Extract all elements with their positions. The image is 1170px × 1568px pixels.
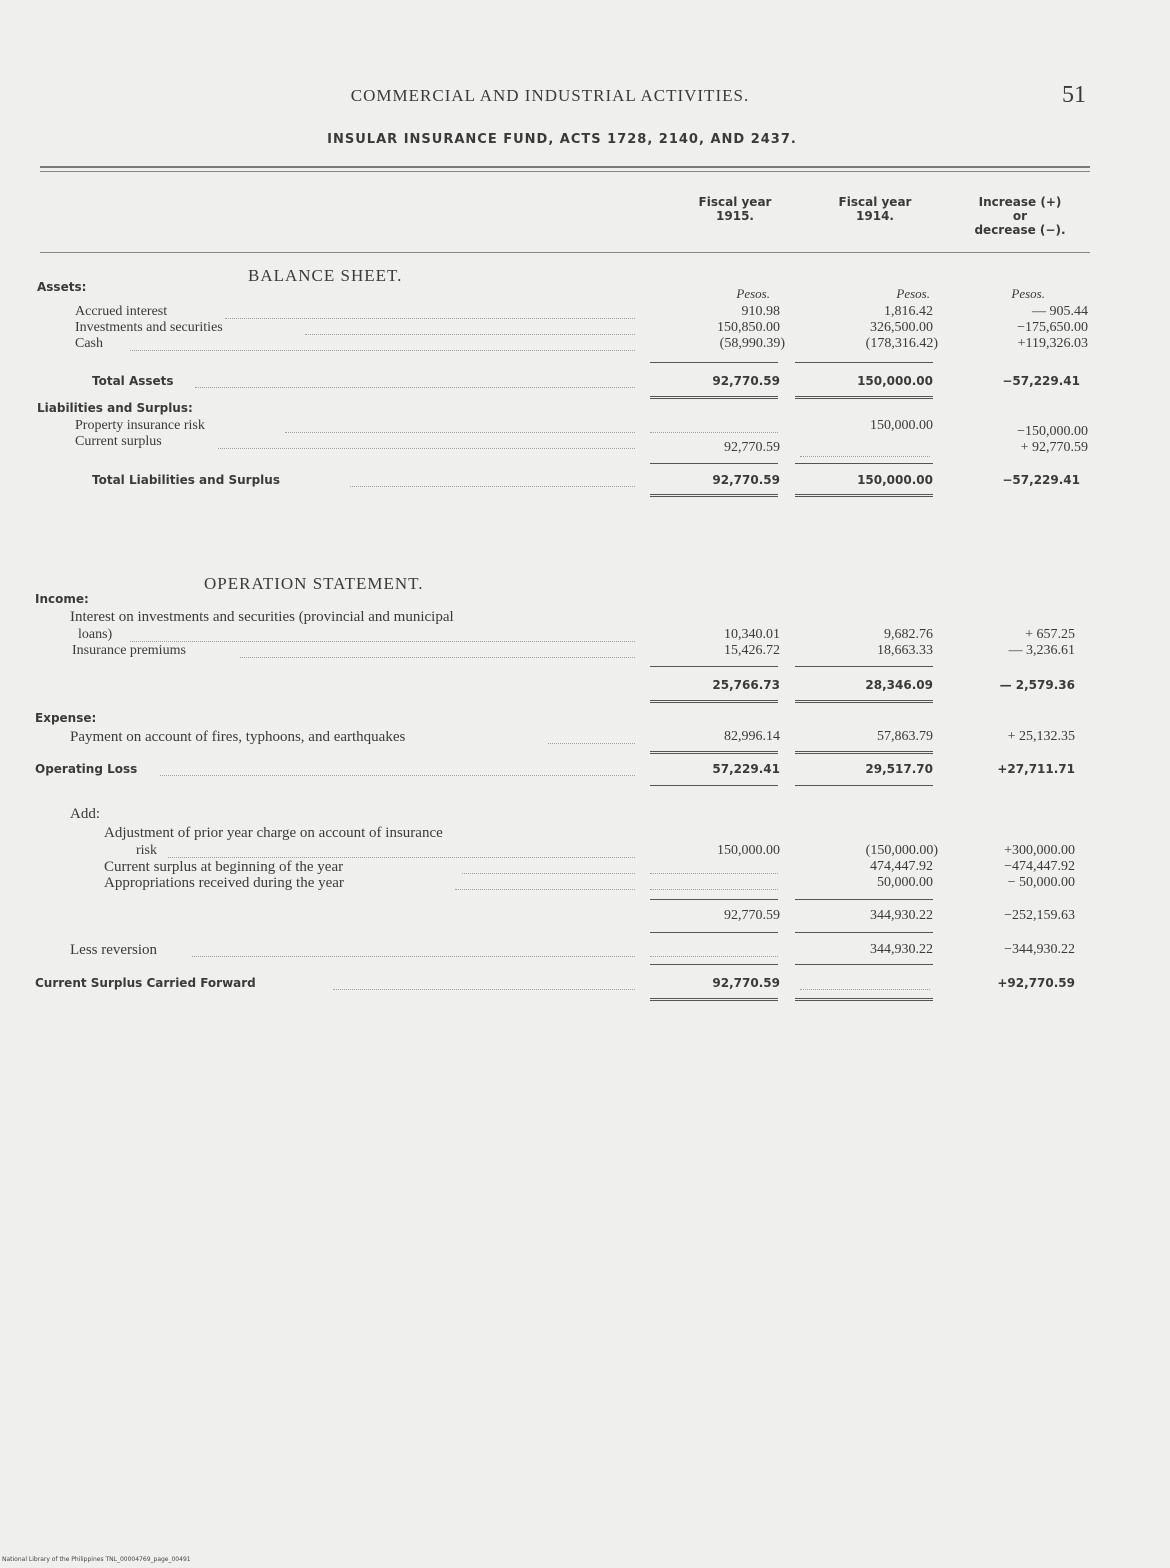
cell-fy1915: 910.98: [741, 304, 780, 319]
top-rule: [40, 166, 1090, 168]
cell-fy1914: 57,863.79: [877, 729, 933, 744]
subtotal-rule: [650, 899, 778, 900]
subtotal-rule: [795, 362, 933, 363]
table-row: [0, 627, 1170, 643]
less-reversion-row: [0, 942, 1170, 958]
cell-fy1915: 82,996.14: [724, 729, 780, 744]
total-liabilities-row: [0, 473, 1170, 489]
cell-fy1914: 326,500.00: [870, 320, 933, 335]
subtotal-rule: [650, 964, 778, 965]
cell-fy1914: 29,517.70: [865, 762, 933, 776]
table-row: [0, 643, 1170, 659]
cell-change: −474,447.92: [1004, 859, 1075, 874]
row-label: risk: [136, 843, 157, 858]
balance-sheet-title: BALANCE SHEET.: [248, 266, 403, 285]
subtotal-rule: [795, 666, 933, 667]
cell-change: − 50,000.00: [1007, 875, 1075, 890]
cell-fy1914: (178,316.42): [865, 336, 938, 351]
leader-dots: [455, 889, 635, 890]
leader-dots: [548, 743, 635, 744]
leader-dots: [168, 857, 635, 858]
cell-fy1915: 92,770.59: [724, 440, 780, 455]
row-label: Less reversion: [70, 942, 158, 958]
subtotal-rule: [650, 666, 778, 667]
empty-cell-dots: [650, 432, 778, 433]
cell-change: −344,930.22: [1004, 942, 1075, 957]
subtotal-rule: [650, 932, 778, 933]
carried-forward-row: [0, 976, 1170, 992]
row-label: Current Surplus Carried Forward: [35, 976, 256, 990]
leader-dots: [218, 448, 635, 449]
cell-fy1914: 344,930.22: [870, 942, 933, 957]
cell-change: +92,770.59: [997, 976, 1075, 990]
liabilities-label: Liabilities and Surplus:: [37, 401, 193, 415]
unit-change: Pesos.: [1011, 286, 1045, 301]
subtotal-rule: [795, 899, 933, 900]
page-number: 51: [1062, 82, 1086, 108]
cell-fy1915: 150,850.00: [717, 320, 780, 335]
row-label: Current surplus at beginning of the year: [104, 859, 344, 875]
cell-fy1914: 150,000.00: [857, 473, 933, 487]
income-first-line: [0, 609, 1170, 625]
table-row: [0, 859, 1170, 875]
total-double-rule: [795, 494, 933, 497]
total-double-rule: [795, 396, 933, 399]
empty-cell-dots: [650, 873, 778, 874]
subtotal-rule: [795, 932, 933, 933]
table-row: [0, 434, 1170, 455]
leader-dots: [350, 486, 635, 487]
cell-change: +300,000.00: [1004, 843, 1075, 858]
leader-dots: [192, 956, 635, 957]
cell-fy1914: 28,346.09: [865, 678, 933, 692]
cell-fy1914: 1,816.42: [884, 304, 933, 319]
table-row: [0, 304, 1170, 320]
cell-change: −150,000.00: [1017, 424, 1088, 439]
row-label: Adjustment of prior year charge on account of insurance: [104, 825, 443, 841]
column-head-fy1914: Fiscal year 1914.: [838, 195, 912, 223]
operating-loss-row: [0, 762, 1170, 778]
subtotal-rule: [795, 964, 933, 965]
cell-change: +119,326.03: [1017, 336, 1088, 351]
column-head-change: Increase (+) or decrease (−).: [974, 195, 1066, 237]
top-rule-thin: [40, 171, 1090, 172]
income-label: Income:: [35, 592, 89, 606]
subtotal-rule: [795, 785, 933, 786]
table-row: [0, 418, 1170, 439]
cell-fy1915: 57,229.41: [712, 762, 780, 776]
subtotal-rule: [650, 463, 778, 464]
total-double-rule: [650, 998, 778, 1001]
total-double-rule: [650, 396, 778, 399]
row-label: Payment on account of fires, typhoons, and earthquakes: [70, 729, 406, 745]
row-label: Current surplus: [75, 434, 162, 449]
total-double-rule: [795, 700, 933, 703]
row-label: loans): [78, 627, 113, 642]
total-assets-row: [0, 374, 1170, 390]
unit-fy1915: Pesos.: [736, 286, 770, 301]
subtotal-rule: [795, 463, 933, 464]
cell-change: + 657.25: [1025, 627, 1075, 642]
cell-fy1915: 92,770.59: [712, 976, 780, 990]
subtotal-rule: [650, 785, 778, 786]
expense-label: Expense:: [35, 711, 97, 725]
header-rule: [40, 252, 1090, 253]
row-label: Total Liabilities and Surplus: [92, 473, 280, 487]
leader-dots: [462, 873, 635, 874]
table-row: [0, 729, 1170, 745]
row-label: Insurance premiums: [72, 643, 186, 658]
cell-change: −252,159.63: [1004, 908, 1075, 923]
cell-change: −57,229.41: [1002, 374, 1080, 388]
leader-dots: [160, 775, 635, 776]
leader-dots: [130, 350, 635, 351]
leader-dots: [305, 334, 635, 335]
operation-statement-title: OPERATION STATEMENT.: [204, 574, 424, 593]
cell-fy1914: 150,000.00: [870, 418, 933, 433]
assets-label: Assets:: [37, 280, 87, 294]
cell-fy1915: 150,000.00: [717, 843, 780, 858]
subtotal-rule: [650, 362, 778, 363]
row-label: Accrued interest: [75, 304, 168, 319]
cell-change: −175,650.00: [1017, 320, 1088, 335]
cell-fy1915: 25,766.73: [712, 678, 780, 692]
empty-cell-dots: [650, 889, 778, 890]
leader-dots: [130, 641, 635, 642]
row-label: Investments and securities: [75, 320, 223, 335]
empty-cell-dots: [800, 989, 930, 990]
cell-fy1914: (150,000.00): [865, 843, 938, 858]
total-double-rule: [650, 751, 778, 754]
scan-footer-note: National Library of the Philippines TNL_00004769_page_00491: [2, 1556, 191, 1563]
empty-cell-dots: [800, 456, 930, 457]
cell-fy1914: 150,000.00: [857, 374, 933, 388]
unit-fy1914: Pesos.: [896, 286, 930, 301]
total-double-rule: [795, 998, 933, 1001]
leader-dots: [195, 387, 635, 388]
cell-change: — 905.44: [1032, 304, 1088, 319]
cell-change: + 92,770.59: [1020, 440, 1088, 455]
cell-fy1915: 15,426.72: [724, 643, 780, 658]
leader-dots: [333, 989, 635, 990]
cell-fy1914: 344,930.22: [870, 908, 933, 923]
cell-fy1915: 92,770.59: [712, 374, 780, 388]
income-total-row: [0, 678, 1170, 694]
row-label: Total Assets: [92, 374, 174, 388]
leader-dots: [240, 657, 635, 658]
cell-change: −57,229.41: [1002, 473, 1080, 487]
leader-dots: [285, 432, 635, 433]
units-row: [0, 286, 1170, 302]
total-double-rule: [650, 494, 778, 497]
add-total-row: [0, 908, 1170, 924]
total-double-rule: [795, 751, 933, 754]
cell-fy1915: 10,340.01: [724, 627, 780, 642]
table-title: INSULAR INSURANCE FUND, ACTS 1728, 2140, AND 2437.: [327, 132, 797, 147]
row-label: Operating Loss: [35, 762, 138, 776]
table-row: [0, 320, 1170, 336]
cell-fy1915: (58,990.39): [719, 336, 785, 351]
total-double-rule: [650, 700, 778, 703]
cell-fy1914: 50,000.00: [877, 875, 933, 890]
row-label: Cash: [75, 336, 103, 351]
add-label: Add:: [70, 806, 100, 822]
table-row: [0, 336, 1170, 352]
running-head: COMMERCIAL AND INDUSTRIAL ACTIVITIES.: [350, 86, 750, 105]
cell-change: +27,711.71: [997, 762, 1075, 776]
row-label: Interest on investments and securities (provincial and municipal: [70, 609, 454, 625]
table-row: [0, 875, 1170, 891]
column-head-fy1915: Fiscal year 1915.: [698, 195, 772, 223]
cell-fy1914: 18,663.33: [877, 643, 933, 658]
cell-fy1914: 474,447.92: [870, 859, 933, 874]
row-label: Property insurance risk: [75, 418, 205, 433]
leader-dots: [225, 318, 635, 319]
table-row: [0, 843, 1170, 859]
cell-change: + 25,132.35: [1007, 729, 1075, 744]
cell-change: — 3,236.61: [1008, 643, 1075, 658]
cell-fy1914: 9,682.76: [884, 627, 933, 642]
empty-cell-dots: [650, 956, 778, 957]
row-label: Appropriations received during the year: [104, 875, 344, 891]
cell-fy1915: 92,770.59: [724, 908, 780, 923]
add-first-line: [0, 825, 1170, 841]
cell-change: — 2,579.36: [999, 678, 1075, 692]
cell-fy1915: 92,770.59: [712, 473, 780, 487]
